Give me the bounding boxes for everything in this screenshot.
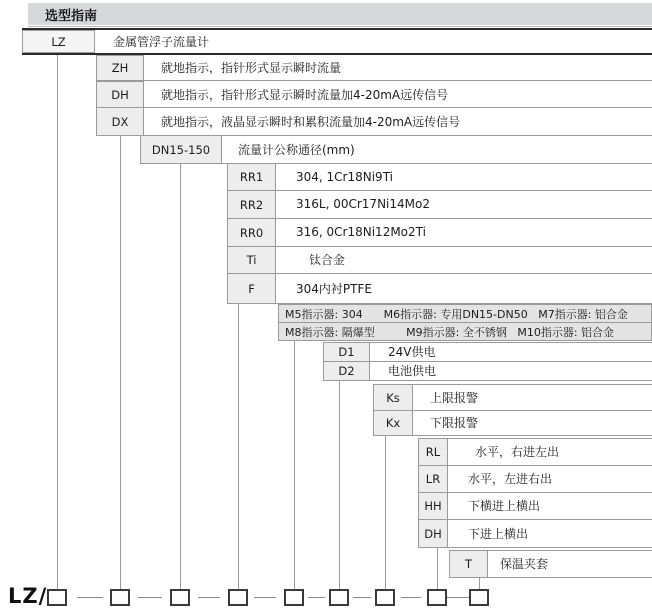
row-divider: [373, 435, 652, 436]
code-cell-zh: ZH: [96, 55, 144, 81]
row-divider: [323, 361, 652, 362]
desc-t: 保温夹套: [500, 557, 549, 571]
row-divider: [227, 273, 652, 274]
row-divider: [323, 380, 652, 381]
code-cell-rr1: RR1: [227, 163, 276, 191]
model-prefix-label: LZ/: [8, 584, 48, 608]
model-code-box: [110, 589, 130, 606]
desc-d1: 24V供电: [388, 345, 436, 359]
desc-dh-2: 下进上横出: [468, 526, 529, 541]
model-code-box: [47, 589, 67, 606]
box-connector-dash: [198, 597, 220, 598]
code-cell-kx: Kx: [373, 410, 413, 436]
box-connector-dash: [353, 597, 371, 598]
row-divider: [418, 547, 652, 548]
box-connector-dash: [447, 597, 469, 598]
header-divider: [28, 26, 652, 27]
code-cell-dn: DN15-150: [140, 135, 222, 164]
desc-ks: 上限报警: [430, 390, 479, 405]
model-code-box: [427, 589, 447, 606]
page-title: 选型指南: [45, 8, 98, 24]
connector-line: [385, 436, 386, 589]
desc-rl: 水平，右进左出: [475, 445, 560, 459]
row-divider: [227, 218, 652, 219]
desc-f: 304内衬PTFE: [296, 281, 372, 296]
desc-lr: 水平，左进右出: [468, 472, 553, 486]
row-divider: [373, 384, 652, 385]
desc-rr0: 316, 0Cr18Ni12Mo2Ti: [296, 225, 426, 239]
connector-line: [57, 55, 58, 589]
connector-line: [479, 578, 480, 589]
connector-line: [339, 381, 340, 589]
desc-lz: 金属管浮子流量计: [113, 35, 210, 49]
connector-line: [120, 136, 121, 589]
indicator-note-m8: M8指示器: 隔爆型 M9指示器: 全不锈钢 M10指示器: 铝合金: [278, 322, 652, 341]
desc-ti: 钛合金: [309, 253, 346, 267]
code-cell-ks: Ks: [373, 384, 413, 411]
box-connector-dash: [401, 597, 421, 598]
code-cell-lz: LZ: [22, 30, 95, 53]
box-connector-dash: [308, 597, 325, 598]
desc-rr1: 304, 1Cr18Ni9Ti: [296, 169, 393, 184]
desc-d2: 电池供电: [388, 364, 437, 378]
desc-rr2: 316L, 00Cr17Ni14Mo2: [296, 197, 430, 211]
code-cell-ti: Ti: [227, 246, 276, 274]
model-code-box: [228, 589, 248, 606]
code-cell-dx: DX: [96, 107, 144, 136]
box-connector-dash: [77, 597, 103, 598]
model-code-box: [375, 589, 395, 606]
desc-dx: 就地指示，液晶显示瞬时和累积流量加4-20mA远传信号: [161, 114, 461, 129]
row-divider: [227, 246, 652, 247]
code-cell-d2: D2: [323, 361, 370, 381]
section-header: [28, 3, 652, 25]
code-cell-hh: HH: [418, 492, 448, 520]
desc-dn: 流量计公称通径(mm): [238, 142, 355, 157]
model-code-box: [469, 589, 489, 606]
code-cell-rl: RL: [418, 438, 448, 466]
row-divider: [140, 163, 652, 164]
desc-hh: 下横进上横出: [468, 499, 541, 513]
code-cell-rr0: RR0: [227, 218, 276, 247]
desc-kx: 下限报警: [430, 416, 479, 430]
code-cell-rr2: RR2: [227, 190, 276, 219]
box-connector-dash: [254, 597, 276, 598]
code-cell-f: F: [227, 273, 276, 304]
code-cell-dh: DH: [96, 81, 144, 108]
model-code-box: [329, 589, 349, 606]
row-divider: [323, 342, 652, 343]
code-cell-d1: D1: [323, 342, 370, 362]
row-divider: [373, 410, 652, 411]
connector-line: [437, 548, 438, 589]
code-cell-t: T: [449, 550, 488, 578]
connector-line: [238, 304, 239, 589]
desc-dh: 就地指示，指针形式显示瞬时流量加4-20mA远传信号: [161, 87, 449, 102]
code-cell-dh-2: DH: [418, 519, 448, 548]
indicator-note-m5: M5指示器: 304 M6指示器: 专用DN15-DN50 M7指示器: 铝合金: [278, 304, 652, 323]
row-divider: [418, 519, 652, 520]
connector-line: [294, 341, 295, 589]
box-connector-dash: [138, 597, 162, 598]
model-code-box: [170, 589, 190, 606]
connector-line: [180, 164, 181, 589]
code-cell-lr: LR: [418, 465, 448, 493]
row-divider: [227, 190, 652, 191]
desc-zh: 就地指示，指针形式显示瞬时流量: [161, 61, 342, 75]
model-code-box: [284, 589, 304, 606]
